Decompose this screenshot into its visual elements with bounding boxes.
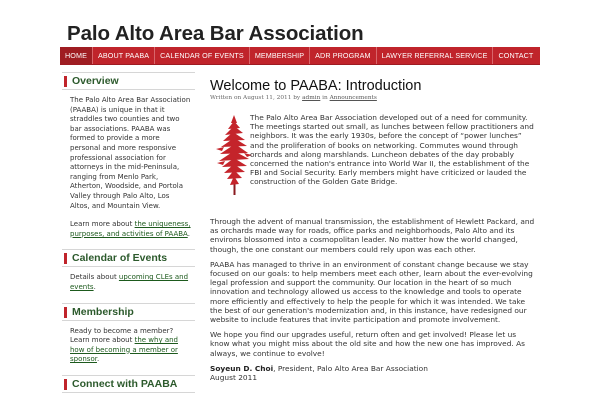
- post-meta: [210, 95, 536, 101]
- membership-text: [62, 321, 195, 365]
- calendar-text: [62, 267, 195, 292]
- sidebar: [62, 72, 195, 393]
- meta-written: Written on August 11, 2011 by: [210, 95, 303, 101]
- membership-suffix: .: [96, 355, 100, 364]
- calendar-heading: Calendar of Events: [62, 249, 195, 267]
- main-nav: [60, 47, 540, 65]
- calendar-prefix: Details about: [70, 273, 119, 282]
- calendar-suffix: .: [93, 282, 96, 291]
- nav-lawyer-referral[interactable]: LAWYER REFERRAL SERVICE: [377, 47, 494, 64]
- nav-contact[interactable]: CONTACT: [498, 51, 534, 60]
- membership-heading: Membership: [62, 303, 195, 321]
- signature-date: August 2011: [210, 373, 258, 383]
- nav-calendar[interactable]: CALENDAR OF EVENTS: [155, 47, 250, 64]
- author-link[interactable]: admin: [302, 95, 321, 101]
- connect-heading: Connect with PAABA: [62, 375, 195, 393]
- post-title[interactable]: Welcome to PAABA: Introduction: [210, 78, 422, 94]
- main-content: [210, 78, 536, 382]
- nav-adr[interactable]: ADR PROGRAM: [310, 47, 376, 64]
- signature: [210, 364, 536, 382]
- learn-prefix: Learn more about: [70, 220, 135, 229]
- overview-text: [62, 90, 195, 239]
- post-paragraph-4: We hope you find our upgrades useful, return often and get involved! Please let us know what you might miss about the old site and how the new one has improved. As always, we continue to evolve!: [210, 330, 525, 358]
- overview-paragraph: The Palo Alto Area Bar Association (PAABA) is unique in that it straddles two counties and two bar associations. PAABA was formed to provide a more personal and more responsive professional association for attorneys in the mid-Peninsula, ranging from Menlo Park, Atherton, Woodside, and Portola Valley through Palo Alto, Los Altos, and Mountain View.: [70, 96, 191, 210]
- site-title[interactable]: Palo Alto Area Bar Association: [67, 22, 364, 45]
- overview-learn-more: [70, 220, 191, 239]
- signature-name: Soyeun D. Choi: [210, 363, 274, 373]
- membership-prefix: Ready to become a member? Learn more about: [70, 326, 174, 345]
- learn-suffix: .: [187, 229, 190, 238]
- membership-paragraph: [70, 327, 191, 365]
- overview-link[interactable]: the uniqueness, purposes, and activities of PAABA: [70, 220, 191, 238]
- post-paragraph-3: PAABA has managed to thrive in an environment of constant change because we stay focused on our goals: to help members meet each other, learn about the ever-evolving legal profession and support the community. Our location in the heart of so much innovation and technology allowed us access to the knowledge and tools to operate more efficiently and effectively to help the people for which it was intended. We take the best of our generation's modernization and, in this instance, have redesigned our website to include features that invite participation and promote involvement.: [210, 259, 533, 325]
- overview-heading: Overview: [62, 72, 195, 90]
- signature-role: , President, Palo Alto Area Bar Association: [273, 363, 428, 373]
- calendar-link[interactable]: upcoming CLEs and events: [70, 273, 189, 291]
- calendar-paragraph: [70, 273, 191, 292]
- meta-in: in: [320, 95, 330, 101]
- intro-text: The Palo Alto Area Bar Association developed out of a need for community. The meetings started out small, as lunches between fellow practitioners and neighbors. It was the early 1930s, before the concept of “power lunches” and the proliferation of books on networking. Commutes wound through orchards and along marshlands. Luncheon debates of the day probably concerned the nation's entrance into World War II, the establishment of the FBI and Social Security. Early members might have criticized or lauded the construction of the Golden Gate Bridge.: [250, 113, 534, 187]
- nav-home[interactable]: HOME: [60, 47, 93, 64]
- nav-membership[interactable]: MEMBERSHIP: [250, 47, 310, 64]
- intro-block: [210, 113, 536, 213]
- category-link[interactable]: Announcements: [329, 95, 377, 101]
- nav-about[interactable]: ABOUT PAABA: [93, 47, 155, 64]
- post-paragraph-2: Through the advent of manual transmission, the establishment of Hewlett Packard, and as orchards made way for roads, office parks and neighborhoods, Palo Alto and its environs blossomed into a cosmopolitan leader. No matter how the world changed, though, the one constant our members could rely upon was each other.: [210, 217, 535, 254]
- membership-link[interactable]: the why and how of becoming a member or sponsor: [70, 336, 178, 364]
